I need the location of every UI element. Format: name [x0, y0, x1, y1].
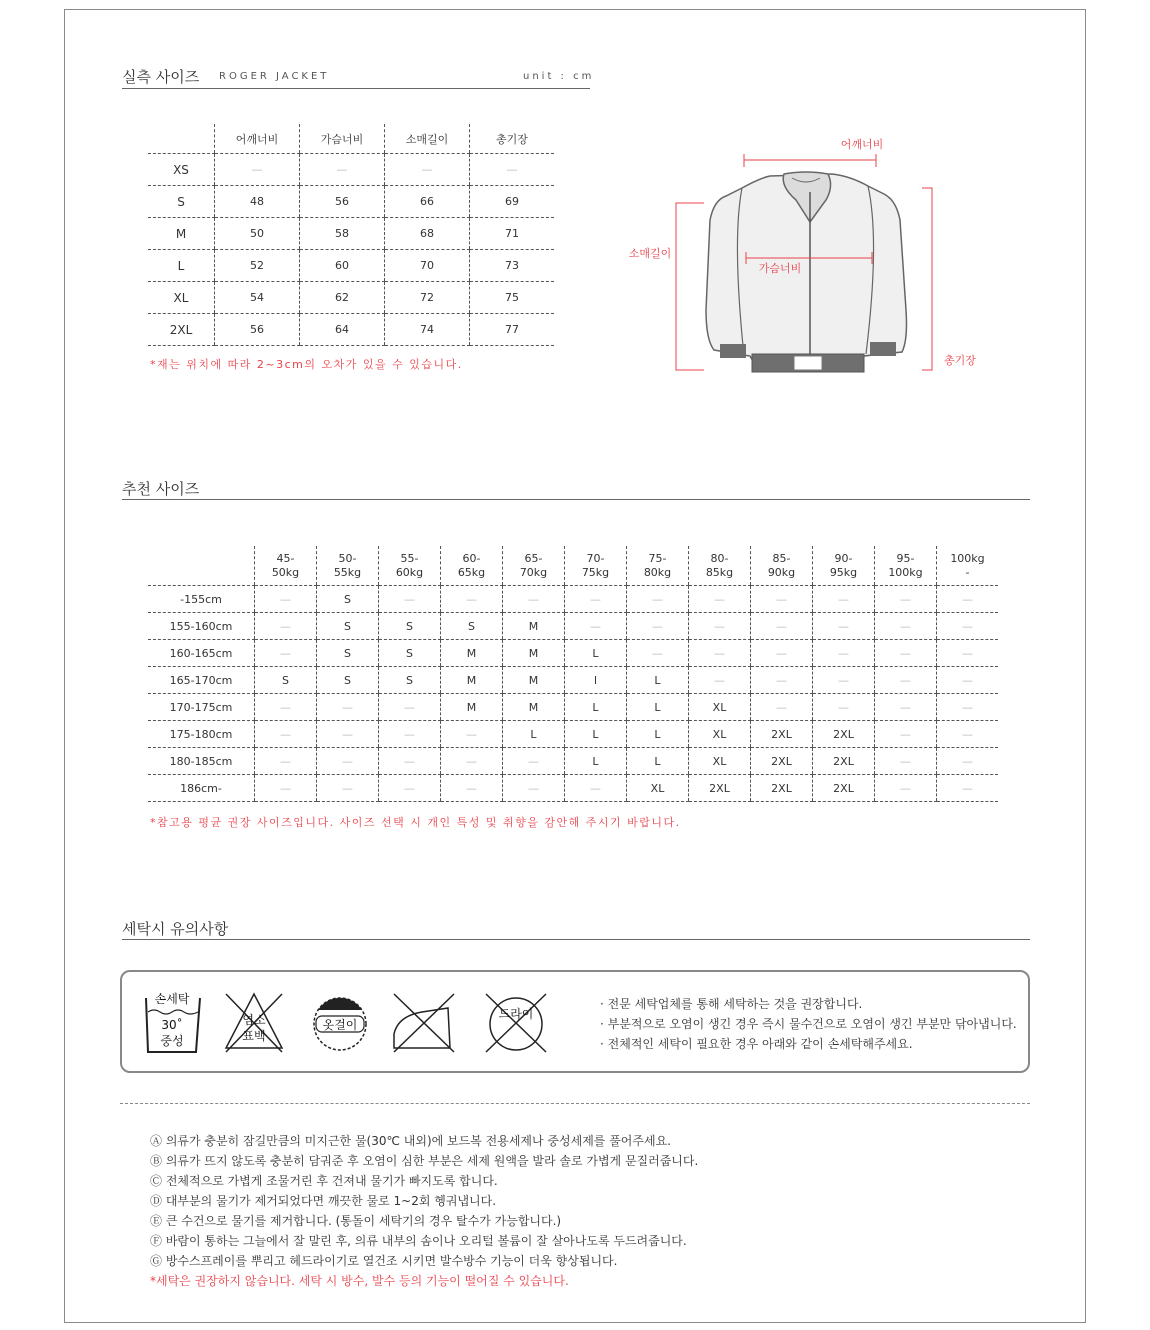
recommend-weight-header: [813, 546, 875, 586]
recommend-cell: L: [565, 748, 627, 775]
recommend-cell: —: [751, 667, 813, 694]
measure-title-rule: [122, 88, 590, 89]
recommend-cell: 2XL: [813, 748, 875, 775]
no-dryclean-icon: [486, 994, 546, 1052]
care-tip: · 전체적인 세탁이 필요한 경우 아래와 같이 손세탁해주세요.: [600, 1037, 913, 1051]
recommend-cell: —: [441, 775, 503, 802]
recommend-height-label: -155cm: [148, 586, 255, 613]
recommend-corner: [148, 546, 255, 586]
recommend-cell: —: [379, 721, 441, 748]
recommend-cell: M: [503, 613, 565, 640]
recommend-cell: —: [255, 586, 317, 613]
recommend-cell: —: [255, 721, 317, 748]
no-iron-icon: [394, 994, 454, 1052]
recommend-cell: M: [503, 694, 565, 721]
recommend-row: [148, 586, 998, 613]
recommend-cell: L: [503, 721, 565, 748]
recommend-cell: —: [379, 694, 441, 721]
measure-cell: 56: [215, 314, 300, 346]
measure-cell: 52: [215, 250, 300, 282]
measure-row: [148, 154, 554, 186]
recommend-cell: —: [317, 748, 379, 775]
recommend-row: [148, 613, 998, 640]
recommend-cell: —: [875, 748, 937, 775]
measure-row: [148, 314, 554, 346]
recommend-cell: —: [503, 775, 565, 802]
recommend-cell: —: [813, 613, 875, 640]
sleeve-measure-line: [676, 203, 704, 370]
measure-cell: 66: [385, 186, 470, 218]
measure-title: 실측 사이즈: [122, 68, 200, 86]
recommend-cell: S: [441, 613, 503, 640]
recommend-cell: —: [441, 586, 503, 613]
recommend-cell: —: [751, 613, 813, 640]
recommend-note: *참고용 평균 권장 사이즈입니다. 사이즈 선택 시 개인 특성 및 취향을 감안해 주시기 바랍니다.: [150, 816, 681, 829]
recommend-cell: —: [317, 721, 379, 748]
recommend-cell: —: [379, 586, 441, 613]
care-step: Ⓑ 의류가 뜨지 않도록 충분히 담궈준 후 오염이 심한 부분은 세제 원액을 발라 솔로 가볍게 문질러줍니다.: [150, 1154, 699, 1168]
measure-cell: 62: [300, 282, 385, 314]
weight-range-start: 55-: [400, 551, 419, 565]
recommend-header-row: [148, 546, 998, 586]
recommend-height-label: 180-185cm: [148, 748, 255, 775]
recommend-height-label: 175-180cm: [148, 721, 255, 748]
measure-size-label: 2XL: [148, 314, 215, 346]
shoulder-measure-line: [744, 154, 876, 167]
weight-range-start: 90-: [834, 551, 853, 565]
jacket-icon: [706, 172, 907, 372]
recommend-cell: L: [565, 694, 627, 721]
recommend-cell: M: [503, 640, 565, 667]
measure-cell: 73: [470, 250, 555, 282]
bleach-label: 염소: [242, 1013, 266, 1027]
diagram-shoulder-label: 어깨너비: [840, 138, 884, 151]
recommend-cell: —: [875, 721, 937, 748]
measure-size-label: XS: [148, 154, 215, 186]
weight-range-start: 85-: [772, 551, 791, 565]
recommend-cell: —: [813, 694, 875, 721]
care-tip: · 전문 세탁업체를 통해 세탁하는 것을 권장합니다.: [600, 997, 863, 1011]
measure-cell: 69: [470, 186, 555, 218]
recommend-cell: —: [689, 586, 751, 613]
recommend-cell: —: [875, 613, 937, 640]
recommend-weight-header: [565, 546, 627, 586]
recommend-height-label: 186cm-: [148, 775, 255, 802]
weight-range-end: 65kg: [457, 565, 486, 579]
recommend-cell: —: [875, 640, 937, 667]
recommend-cell: —: [813, 640, 875, 667]
recommend-cell: —: [937, 640, 999, 667]
care-step: Ⓖ 방수스프레이를 뿌리고 헤드라이기로 열건조 시키면 발수방수 기능이 더욱 향상됩니다.: [150, 1254, 618, 1268]
no-bleach-icon: [226, 994, 282, 1052]
recommend-cell: —: [441, 721, 503, 748]
recommend-weight-header: [689, 546, 751, 586]
recommend-weight-header: [875, 546, 937, 586]
weight-range-start: 100kg: [950, 551, 985, 565]
recommend-cell: 2XL: [751, 748, 813, 775]
recommend-cell: M: [503, 667, 565, 694]
recommend-cell: 2XL: [751, 721, 813, 748]
recommend-cell: —: [255, 640, 317, 667]
recommend-cell: M: [441, 667, 503, 694]
recommend-cell: L: [627, 721, 689, 748]
measure-row: [148, 250, 554, 282]
recommend-cell: —: [379, 748, 441, 775]
measure-col-header: 가슴너비: [300, 124, 385, 154]
dry-label: 드라이: [498, 1007, 534, 1021]
recommend-height-label: 165-170cm: [148, 667, 255, 694]
recommend-cell: XL: [627, 775, 689, 802]
weight-range-end: 60kg: [395, 565, 424, 579]
recommend-title-rule: [122, 499, 1030, 500]
weight-range-end: 95kg: [829, 565, 858, 579]
measure-col-header: 어깨너비: [215, 124, 300, 154]
measure-cell: 56: [300, 186, 385, 218]
hanger-dry-icon: [314, 998, 366, 1050]
care-tip: · 부분적으로 오염이 생긴 경우 즉시 물수건으로 오염이 생긴 부분만 닦아냅니다.: [600, 1017, 1017, 1031]
recommend-cell: —: [565, 586, 627, 613]
measure-cell: 70: [385, 250, 470, 282]
measure-cell: 75: [470, 282, 555, 314]
bleach-label-2: 표백: [242, 1029, 266, 1043]
weight-range-end: 75kg: [581, 565, 610, 579]
care-step: Ⓐ 의류가 충분히 잠길만큼의 미지근한 물(30℃ 내외)에 보드복 전용세제나 중성세제를 풀어주세요.: [150, 1134, 671, 1148]
diagram-chest-label: 가슴너비: [758, 262, 802, 275]
recommend-cell: —: [627, 640, 689, 667]
measure-header-row: [148, 124, 554, 154]
measure-cell: 58: [300, 218, 385, 250]
recommend-cell: XL: [689, 694, 751, 721]
weight-range-end: 100kg: [888, 565, 923, 579]
recommend-cell: 2XL: [689, 775, 751, 802]
recommend-cell: 2XL: [813, 775, 875, 802]
recommend-cell: L: [565, 721, 627, 748]
recommend-cell: —: [503, 586, 565, 613]
recommend-row: [148, 667, 998, 694]
recommend-cell: S: [255, 667, 317, 694]
care-title: 세탁시 유의사항: [122, 920, 229, 938]
recommend-weight-header: [627, 546, 689, 586]
recommend-cell: S: [317, 667, 379, 694]
recommend-cell: —: [379, 775, 441, 802]
recommend-cell: —: [317, 694, 379, 721]
recommend-weight-header: [379, 546, 441, 586]
measure-subtitle: ROGER JACKET: [219, 71, 330, 82]
recommend-cell: —: [503, 748, 565, 775]
recommend-cell: —: [813, 667, 875, 694]
recommend-cell: —: [875, 586, 937, 613]
recommend-cell: —: [875, 694, 937, 721]
measure-col-header: 소매길이: [385, 124, 470, 154]
diagram-sleeve-label: 소매길이: [628, 247, 672, 260]
recommend-cell: —: [317, 775, 379, 802]
recommend-cell: S: [317, 613, 379, 640]
recommend-cell: —: [937, 667, 999, 694]
recommend-cell: L: [627, 694, 689, 721]
measure-cell: 50: [215, 218, 300, 250]
recommend-height-label: 155-160cm: [148, 613, 255, 640]
recommend-cell: —: [937, 586, 999, 613]
recommend-cell: S: [379, 667, 441, 694]
weight-range-start: 95-: [896, 551, 915, 565]
recommend-cell: —: [937, 748, 999, 775]
measure-table: [148, 124, 554, 346]
recommend-cell: —: [255, 775, 317, 802]
recommend-cell: S: [379, 640, 441, 667]
recommend-cell: L: [627, 748, 689, 775]
measure-cell: —: [215, 154, 300, 186]
weight-range-end: 55kg: [333, 565, 362, 579]
care-icons: [140, 986, 560, 1058]
recommend-cell: —: [255, 748, 317, 775]
care-step: Ⓒ 전체적으로 가볍게 조물거린 후 건져내 물기가 빠지도록 합니다.: [150, 1174, 498, 1188]
weight-range-end: 50kg: [271, 565, 300, 579]
measure-cell: —: [300, 154, 385, 186]
measure-size-label: XL: [148, 282, 215, 314]
weight-range-end: 80kg: [643, 565, 672, 579]
measure-cell: 48: [215, 186, 300, 218]
care-step: Ⓔ 큰 수건으로 물기를 제거합니다. (통돌이 세탁기의 경우 탈수가 가능합니다.): [150, 1214, 562, 1228]
weight-range-start: 70-: [586, 551, 605, 565]
care-divider: [120, 1103, 1030, 1104]
recommend-cell: S: [379, 613, 441, 640]
recommend-cell: XL: [689, 721, 751, 748]
handwash-label: 손세탁: [154, 992, 190, 1006]
measure-cell: 54: [215, 282, 300, 314]
recommend-cell: —: [751, 694, 813, 721]
measure-cell: 60: [300, 250, 385, 282]
recommend-cell: l: [565, 667, 627, 694]
weight-range-start: 60-: [462, 551, 481, 565]
recommend-table: [148, 546, 998, 802]
weight-range-start: 50-: [338, 551, 357, 565]
recommend-cell: —: [565, 775, 627, 802]
recommend-cell: S: [317, 640, 379, 667]
measure-unit: unit : cm: [523, 71, 595, 82]
weight-range-start: 75-: [648, 551, 667, 565]
recommend-cell: S: [317, 586, 379, 613]
recommend-cell: —: [937, 775, 999, 802]
care-warning: *세탁은 권장하지 않습니다. 세탁 시 방수, 발수 등의 기능이 떨어질 수 있습니다.: [150, 1274, 569, 1288]
measure-note: *재는 위치에 따라 2~3cm의 오차가 있을 수 있습니다.: [150, 358, 463, 371]
recommend-cell: —: [255, 694, 317, 721]
recommend-height-label: 170-175cm: [148, 694, 255, 721]
measure-cell: 68: [385, 218, 470, 250]
measure-size-label: L: [148, 250, 215, 282]
recommend-title: 추천 사이즈: [122, 480, 200, 498]
recommend-weight-header: [317, 546, 379, 586]
measure-cell: 71: [470, 218, 555, 250]
measure-cell: 74: [385, 314, 470, 346]
measure-cell: —: [385, 154, 470, 186]
recommend-cell: —: [627, 613, 689, 640]
length-measure-line: [922, 188, 932, 370]
recommend-cell: L: [565, 640, 627, 667]
recommend-cell: —: [751, 640, 813, 667]
care-steps: [150, 1131, 698, 1291]
recommend-weight-header: [503, 546, 565, 586]
weight-range-start: 45-: [276, 551, 295, 565]
hanger-label: 옷걸이: [322, 1018, 358, 1032]
recommend-cell: —: [937, 694, 999, 721]
measure-row: [148, 282, 554, 314]
diagram-length-label: 총기장: [944, 354, 976, 367]
recommend-cell: L: [627, 667, 689, 694]
recommend-cell: 2XL: [813, 721, 875, 748]
recommend-cell: —: [255, 613, 317, 640]
recommend-cell: —: [689, 667, 751, 694]
measure-size-label: S: [148, 186, 215, 218]
recommend-cell: —: [751, 586, 813, 613]
recommend-weight-header: [751, 546, 813, 586]
measure-cell: —: [470, 154, 555, 186]
care-step: Ⓓ 대부분의 물기가 제거되었다면 깨끗한 물로 1~2회 헹궈냅니다.: [150, 1194, 497, 1208]
measure-cell: 77: [470, 314, 555, 346]
recommend-cell: —: [875, 775, 937, 802]
weight-range-end: -: [965, 565, 970, 579]
recommend-weight-header: [255, 546, 317, 586]
recommend-cell: —: [627, 586, 689, 613]
recommend-cell: —: [689, 613, 751, 640]
recommend-cell: —: [565, 613, 627, 640]
recommend-cell: —: [689, 640, 751, 667]
weight-range-end: 70kg: [519, 565, 548, 579]
measure-size-label: M: [148, 218, 215, 250]
measure-cell: 72: [385, 282, 470, 314]
weight-range-end: 90kg: [767, 565, 796, 579]
weight-range-start: 65-: [524, 551, 543, 565]
recommend-row: [148, 640, 998, 667]
recommend-cell: M: [441, 694, 503, 721]
care-step: Ⓕ 바람이 통하는 그늘에서 잘 말린 후, 의류 내부의 솜이나 오리털 볼륨이 잘 살아나도록 두드려줍니다.: [150, 1234, 687, 1248]
measure-corner: [148, 124, 215, 154]
recommend-height-label: 160-165cm: [148, 640, 255, 667]
weight-range-start: 80-: [710, 551, 729, 565]
measure-col-header: 총기장: [470, 124, 555, 154]
jacket-diagram: [610, 130, 1000, 380]
measure-cell: 64: [300, 314, 385, 346]
recommend-cell: —: [813, 586, 875, 613]
handwash-icon: [146, 991, 200, 1052]
handwash-neutral: 중성: [160, 1034, 184, 1048]
recommend-cell: —: [937, 721, 999, 748]
recommend-cell: —: [441, 748, 503, 775]
recommend-cell: XL: [689, 748, 751, 775]
recommend-row: [148, 748, 998, 775]
recommend-row: [148, 721, 998, 748]
recommend-cell: —: [875, 667, 937, 694]
handwash-temp: 30˚: [161, 1018, 183, 1032]
recommend-cell: M: [441, 640, 503, 667]
recommend-row: [148, 694, 998, 721]
recommend-row: [148, 775, 998, 802]
measure-row: [148, 218, 554, 250]
measure-row: [148, 186, 554, 218]
care-title-rule: [122, 939, 1030, 940]
recommend-cell: —: [937, 613, 999, 640]
recommend-weight-header: [441, 546, 503, 586]
recommend-cell: 2XL: [751, 775, 813, 802]
weight-range-end: 85kg: [705, 565, 734, 579]
recommend-weight-header: [937, 546, 999, 586]
